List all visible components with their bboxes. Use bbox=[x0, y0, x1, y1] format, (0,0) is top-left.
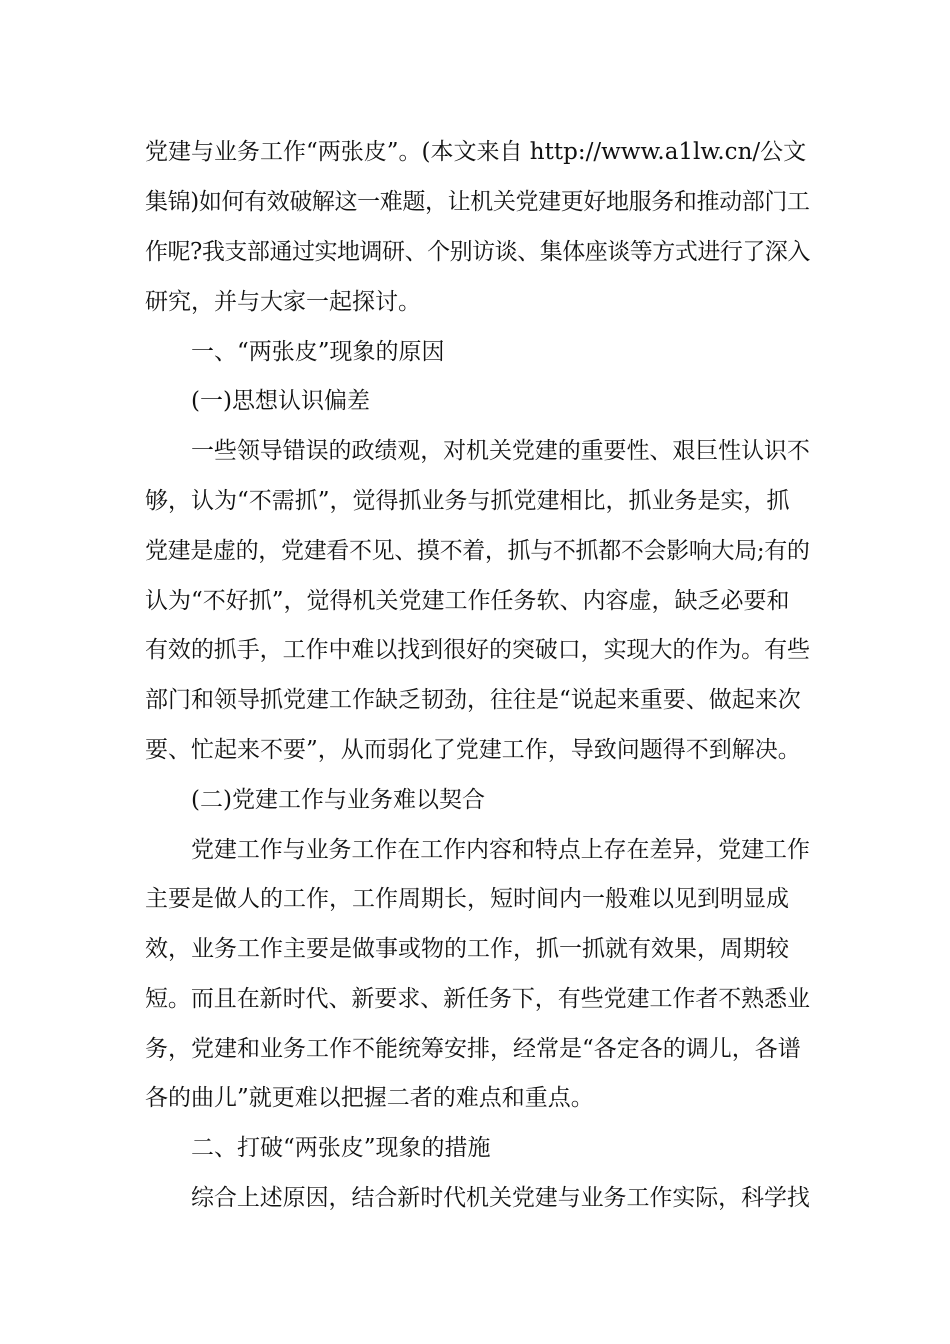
body-text-line: 有效的抓手，工作中难以找到很好的突破口，实现大的作为。有些 bbox=[145, 637, 810, 663]
body-text-line: 党建与业务工作“两张皮”。(本文来自 http://www.a1lw.cn/公文 bbox=[145, 139, 807, 165]
body-text-line: 一些领导错误的政绩观，对机关党建的重要性、艰巨性认识不 bbox=[191, 438, 810, 464]
body-text-line: 认为“不好抓”，觉得机关党建工作任务软、内容虚，缺乏必要和 bbox=[145, 588, 790, 614]
body-text-line: 要、忙起来不要”，从而弱化了党建工作，导致问题得不到解决。 bbox=[145, 737, 801, 763]
body-text-line: 研究，并与大家一起探讨。 bbox=[145, 289, 421, 315]
subsection-heading: (一)思想认识偏差 bbox=[191, 388, 370, 414]
body-text-line: 各的曲儿”就更难以把握二者的难点和重点。 bbox=[145, 1085, 594, 1111]
body-text-line: 部门和领导抓党建工作缺乏韧劲，往往是“说起来重要、做起来次 bbox=[145, 687, 801, 713]
subsection-heading: (二)党建工作与业务难以契合 bbox=[191, 787, 485, 813]
body-text-line: 短。而且在新时代、新要求、新任务下，有些党建工作者不熟悉业 bbox=[145, 986, 810, 1012]
body-text-line: 作呢?我支部通过实地调研、个别访谈、集体座谈等方式进行了深入 bbox=[145, 239, 810, 265]
body-text-line: 效，业务工作主要是做事或物的工作，抓一抓就有效果，周期较 bbox=[145, 936, 789, 962]
body-text-line: 综合上述原因，结合新时代机关党建与业务工作实际，科学找 bbox=[191, 1185, 810, 1211]
body-text-line: 务，党建和业务工作不能统筹安排，经常是“各定各的调儿，各谱 bbox=[145, 1036, 801, 1062]
body-text-line: 党建是虚的，党建看不见、摸不着，抓与不抓都不会影响大局;有的 bbox=[145, 538, 810, 564]
section-heading: 二、打破“两张皮”现象的措施 bbox=[191, 1135, 491, 1161]
body-text-line: 够，认为“不需抓”，觉得抓业务与抓党建相比，抓业务是实，抓 bbox=[145, 488, 790, 514]
body-text-line: 主要是做人的工作，工作周期长，短时间内一般难以见到明显成 bbox=[145, 886, 789, 912]
body-text-line: 党建工作与业务工作在工作内容和特点上存在差异，党建工作 bbox=[191, 837, 810, 863]
section-heading: 一、“两张皮”现象的原因 bbox=[191, 339, 445, 365]
body-text-line: 集锦)如何有效破解这一难题，让机关党建更好地服务和推动部门工 bbox=[145, 189, 810, 215]
